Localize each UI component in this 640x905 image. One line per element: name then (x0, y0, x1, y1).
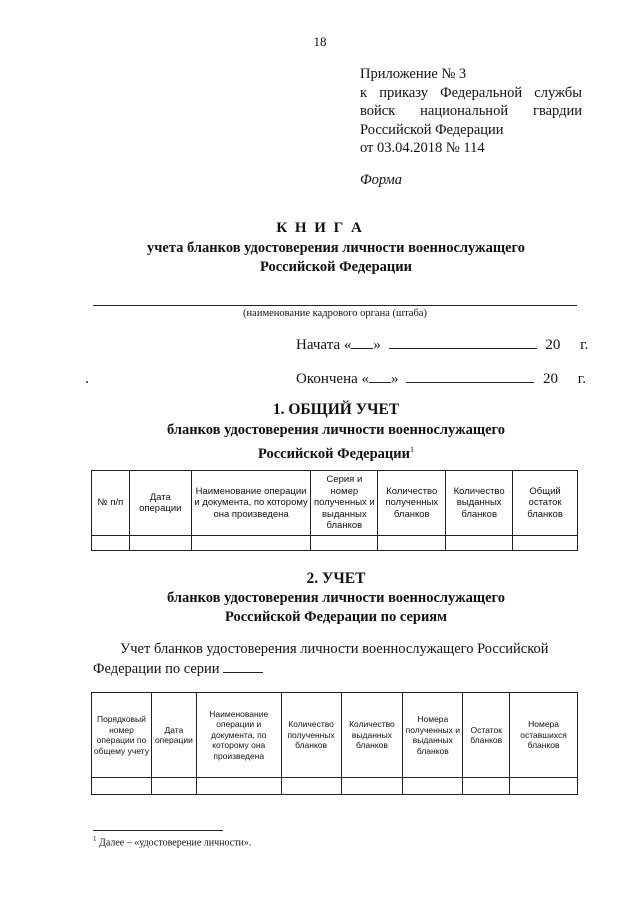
column-header: Количество полученных бланков (281, 693, 341, 778)
column-header: Номера оставшихся бланков (510, 693, 578, 778)
column-header: Остаток бланков (463, 693, 510, 778)
stray-dot (86, 381, 88, 383)
footnote: $^1$ Далее – «удостоверение личности». (93, 835, 252, 849)
column-header: Номера полученных и выданных бланков (403, 693, 463, 778)
table-cell (151, 778, 196, 795)
series-accounting-table (91, 692, 578, 795)
table-cell (92, 536, 130, 551)
book-subtitle-2: Российской Федерации (259, 259, 412, 275)
org-name-line (93, 305, 577, 306)
table-cell (378, 536, 446, 551)
appendix-line-1: Приложение № 3 (360, 66, 467, 82)
series-blank (223, 659, 263, 673)
page-number: 18 (313, 34, 327, 49)
appendix-line-5: от 03.04.2018 № 114 (360, 140, 485, 156)
table-cell (341, 778, 403, 795)
appendix-block (360, 65, 582, 158)
table-header-row (92, 693, 578, 778)
section1-heading: 1. ОБЩИЙ УЧЕТ (272, 401, 400, 418)
table-row (92, 536, 578, 551)
ended-date-line: Окончена « » 20 г. (296, 371, 586, 387)
book-subtitle-1: учета бланков удостоверения личности военнослужащего (146, 240, 526, 256)
section2-subtitle-1: бланков удостоверения личности военнослужащего (167, 590, 505, 606)
table-row (92, 778, 578, 795)
appendix-line-2: к приказу Федеральной службы (360, 84, 582, 101)
table-cell (191, 536, 311, 551)
table-cell (510, 778, 578, 795)
section1-subtitle-2: Российской Федерации$^1$ (257, 445, 414, 462)
series-paragraph-line-2: Федерации по серии (93, 659, 579, 679)
ended-month-blank (406, 369, 534, 383)
table-cell (196, 778, 281, 795)
started-date-line: Начата « » 20 г. (296, 337, 589, 353)
general-accounting-table (91, 470, 578, 551)
book-title: К Н И Г А (276, 220, 364, 236)
column-header: Количество полученных бланков (378, 471, 446, 536)
column-header: № п/п (92, 471, 130, 536)
column-header: Количество выданных бланков (446, 471, 513, 536)
section2-subtitle-2: Российской Федерации по сериям (224, 609, 448, 625)
column-header: Серия и номер полученных и выданных бланков (311, 471, 378, 536)
appendix-line-3: войск национальной гвардии (360, 103, 582, 119)
section2-heading: 2. УЧЕТ (306, 570, 366, 587)
table-cell (446, 536, 513, 551)
table-header-row (92, 471, 578, 536)
appendix-line-4: Российской Федерации (360, 121, 504, 138)
org-name-caption: (наименование кадрового органа (штаба) (243, 308, 427, 319)
table-cell (513, 536, 578, 551)
form-label: Форма (360, 172, 402, 188)
started-day-blank (351, 335, 373, 349)
column-header: Наименование операции и документа, по которому она произведена (191, 471, 311, 536)
table-cell (92, 778, 152, 795)
footnote-separator (93, 830, 223, 831)
table-cell (463, 778, 510, 795)
series-paragraph-line-1: Учет бланков удостоверения личности военнослужащего Российской (120, 641, 549, 657)
column-header: Дата операции (151, 693, 196, 778)
table-cell (281, 778, 341, 795)
table-cell (311, 536, 378, 551)
column-header: Общий остаток бланков (513, 471, 578, 536)
column-header: Дата операции (129, 471, 191, 536)
section1-subtitle-1: бланков удостоверения личности военнослужащего (167, 422, 505, 438)
table-cell (403, 778, 463, 795)
column-header: Количество выданных бланков (341, 693, 403, 778)
started-month-blank (389, 335, 537, 349)
column-header: Порядковый номер операции по общему учету (92, 693, 152, 778)
column-header: Наименование операции и документа, по которому она произведена (196, 693, 281, 778)
ended-day-blank (369, 369, 391, 383)
table-cell (129, 536, 191, 551)
